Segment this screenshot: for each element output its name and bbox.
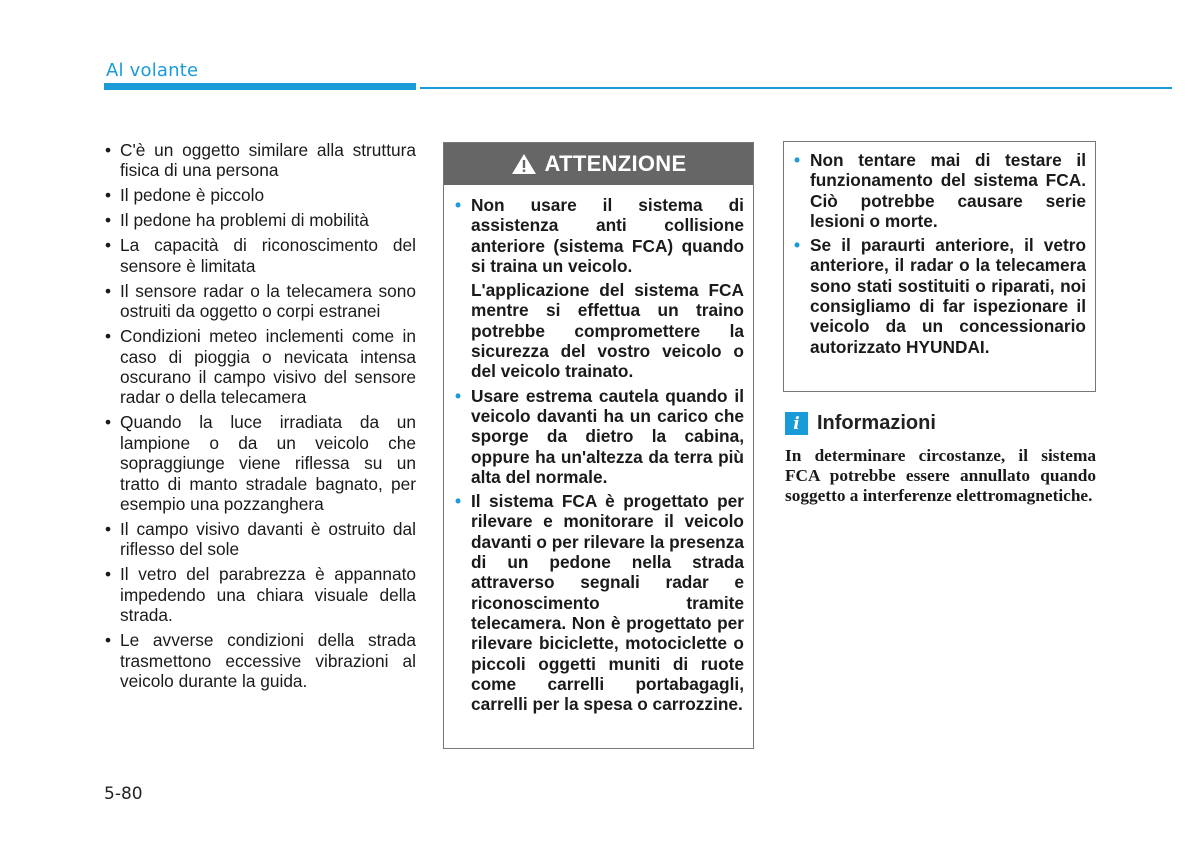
warning-header xyxy=(444,143,753,185)
list-item: • Il campo visivo davanti è ostruito dal riflesso del sole xyxy=(104,519,416,560)
warning-box xyxy=(443,142,754,749)
info-text: In determinare circostanze, il sistema FCA potrebbe essere annullato quando soggetto a interferenze elettromagnetiche. xyxy=(785,446,1096,506)
warning-body xyxy=(444,185,753,714)
list-item: • Il pedone è piccolo xyxy=(104,185,416,205)
section-title: Al volante xyxy=(106,60,199,81)
list-item: • Il pedone ha problemi di mobilità xyxy=(104,210,416,230)
info-icon: i xyxy=(785,412,808,435)
condition-list xyxy=(104,140,416,692)
info-header xyxy=(785,412,936,435)
header-rule-thick xyxy=(104,83,416,90)
caution-box xyxy=(783,141,1096,392)
list-item: • Il vetro del parabrezza è appannato impedendo una chiara visuale della strada. xyxy=(104,564,416,625)
list-item: • Le avverse condizioni della strada trasmettono eccessive vibrazioni al veicolo durante la guida. xyxy=(104,630,416,691)
info-title: Informazioni xyxy=(817,412,936,434)
list-item: • La capacità di riconoscimento del sensore è limitata xyxy=(104,235,416,276)
warning-title: ATTENZIONE xyxy=(544,151,687,176)
warning-item xyxy=(455,195,744,382)
list-item: • Il sensore radar o la telecamera sono ostruiti da oggetto o corpi estranei xyxy=(104,281,416,322)
list-item: • C'è un oggetto similare alla struttura fisica di una persona xyxy=(104,140,416,181)
warning-item xyxy=(455,491,744,714)
warning-triangle-icon xyxy=(511,153,537,175)
header-rule-thin xyxy=(420,87,1172,89)
warning-item-text: • Il sistema FCA è progettato per rilevare e monitorare il veicolo davanti o per rilevare la presenza di un pedone nella strada attraverso segnali radar e riconoscimento tramite telecamera. Non è progettato per rilevare biciclette, motociclette o piccoli oggetti muniti di ruote come carrelli portabagagli, carrelli per la spesa o carrozzine. xyxy=(471,491,744,715)
warning-item-subtext: L'applicazione del sistema FCA mentre si effettua un traino potrebbe compromettere la sicurezza del vostro veicolo o del veicolo trainato. xyxy=(471,280,744,382)
list-item: • Quando la luce irradiata da un lampione o da un veicolo che sopraggiunge viene riflessa su un tratto di manto stradale bagnato, per esempio una pozzanghera xyxy=(104,412,416,514)
left-column xyxy=(104,140,416,696)
caution-item: • Se il paraurti anteriore, il vetro anteriore, il radar o la telecamera sono stati sostituiti o riparati, noi consigliamo di far ispezionare il veicolo da un concessionario autorizzato HYUNDAI. xyxy=(794,235,1086,357)
caution-item: • Non tentare mai di testare il funzionamento del sistema FCA. Ciò potrebbe causare serie lesioni o morte. xyxy=(794,150,1086,231)
page-number: 5-80 xyxy=(104,784,143,804)
warning-item-text: • Usare estrema cautela quando il veicolo davanti ha un carico che sporge da dietro la cabina, oppure ha un'altezza da terra più alta del normale. xyxy=(471,385,744,487)
warning-item-text: • Non usare il sistema di assistenza anti collisione anteriore (sistema FCA) quando si traina un veicolo. xyxy=(471,195,744,276)
warning-item xyxy=(455,386,744,487)
list-item: • Condizioni meteo inclementi come in caso di pioggia o nevicata intensa oscurano il campo visivo del sensore radar o della telecamera xyxy=(104,326,416,408)
